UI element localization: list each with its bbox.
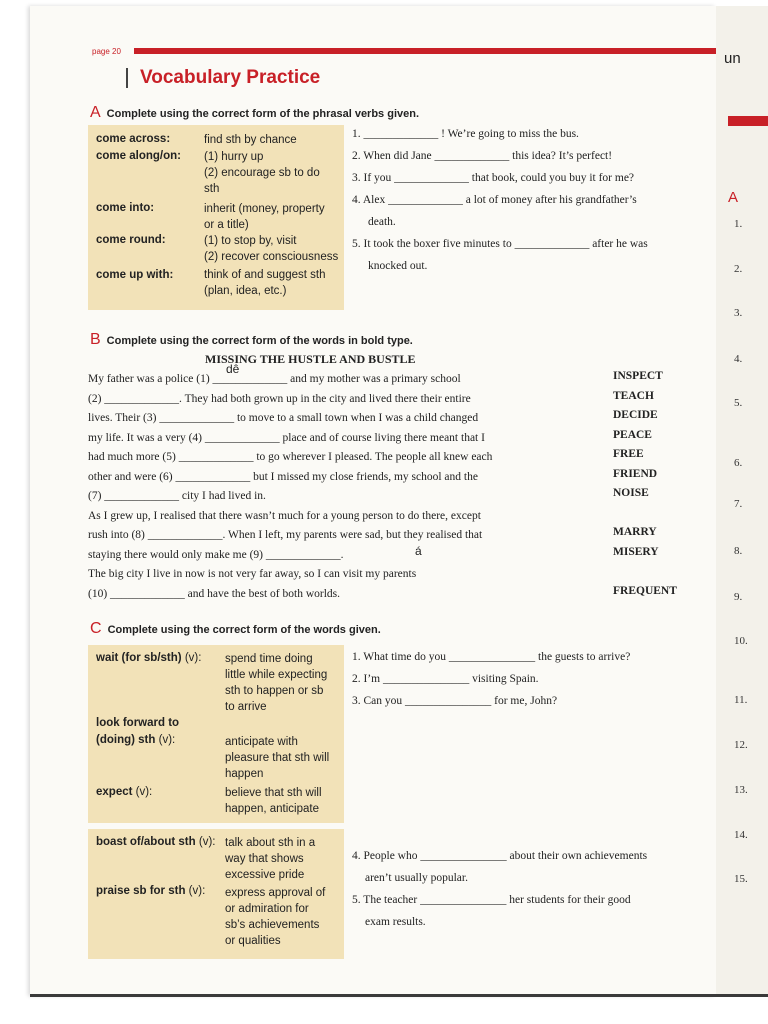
vocab-definition: (1) hurry up (2) encourage sb to do sth bbox=[204, 151, 320, 195]
facing-page-section-letter: A bbox=[728, 189, 739, 206]
facing-page-number: 2. bbox=[734, 263, 743, 275]
exercise-line: exam results. bbox=[365, 916, 426, 928]
bold-word: FREE bbox=[613, 448, 644, 460]
facing-page-number: 8. bbox=[734, 545, 743, 557]
facing-page-number: 6. bbox=[734, 457, 743, 469]
bold-word: PEACE bbox=[613, 428, 652, 441]
vocab-definition: express approval of or admiration for sb’s achievements or qualities bbox=[225, 887, 326, 947]
facing-page-number: 3. bbox=[734, 307, 743, 319]
facing-page-number: 12. bbox=[734, 739, 748, 751]
bold-word: MISERY bbox=[613, 545, 659, 558]
vocab-term: come across: bbox=[96, 133, 171, 145]
bold-word: TEACH bbox=[613, 389, 654, 402]
passage-text bbox=[88, 370, 608, 604]
passage-line: my life. It was a very (4) _____________ place and of course living there meant that I bbox=[88, 431, 485, 444]
section-c-exercises-2 bbox=[352, 845, 647, 933]
vocab-term: expect (v): bbox=[96, 786, 153, 798]
exercise-line: 4. People who _______________ about their own achievements bbox=[352, 850, 648, 862]
exercise-line: 2. I’m _______________ visiting Spain. bbox=[352, 673, 539, 685]
passage-line: As I grew up, I realised that there wasn’t much for a young person to do there, except bbox=[88, 509, 481, 522]
facing-page-red-bar bbox=[728, 116, 768, 126]
bold-word: INSPECT bbox=[613, 370, 663, 382]
bold-word: DECIDE bbox=[613, 409, 658, 421]
handwritten-note: á bbox=[415, 544, 422, 558]
exercise-line: aren’t usually popular. bbox=[365, 872, 468, 884]
vocab-term: look forward to bbox=[96, 717, 180, 729]
passage-line: (10) _____________ and have the best of both worlds. bbox=[88, 587, 341, 600]
section-b-instruction: Complete using the correct form of the words in bold type. bbox=[106, 335, 413, 347]
passage-line: lives. Their (3) _____________ to move to a small town when I was a child changed bbox=[88, 412, 479, 424]
exercise-line: death. bbox=[368, 216, 396, 228]
page-title: Vocabulary Practice bbox=[140, 67, 321, 88]
facing-page-number: 1. bbox=[734, 218, 743, 230]
passage-title: MISSING THE HUSTLE AND BUSTLE bbox=[205, 352, 416, 366]
bold-word: FRIEND bbox=[613, 467, 658, 480]
exercise-line: 3. Can you _______________ for me, John? bbox=[352, 695, 558, 707]
passage-line: staying there would only make me (9) _____________. bbox=[88, 548, 344, 561]
section-a-vocab-box bbox=[88, 125, 344, 310]
vocab-term: come up with: bbox=[96, 269, 174, 281]
section-a-instruction: Complete using the correct form of the phrasal verbs given. bbox=[106, 108, 420, 120]
vocab-term: boast of/about sth (v): bbox=[96, 836, 216, 848]
passage-line: The big city I live in now is not very far away, so I can visit my parents bbox=[88, 568, 417, 580]
vocab-definition: believe that sth will happen, anticipate bbox=[225, 787, 322, 815]
section-c-letter: C bbox=[90, 620, 102, 637]
exercise-line: 5. The teacher _______________ her students for their good bbox=[352, 894, 631, 906]
vocab-definition: find sth by chance bbox=[204, 134, 297, 146]
facing-page-number: 14. bbox=[734, 829, 748, 841]
title-divider bbox=[126, 68, 128, 88]
passage-line: rush into (8) _____________. When I left, my parents were sad, but they realised that bbox=[88, 529, 483, 541]
exercise-line: knocked out. bbox=[368, 260, 428, 272]
section-c-heading bbox=[90, 620, 381, 638]
section-c-vocab-box-2 bbox=[88, 829, 344, 959]
facing-page-number: 15. bbox=[734, 873, 748, 885]
handwritten-note: dê bbox=[226, 362, 240, 376]
bold-word: NOISE bbox=[613, 487, 649, 499]
facing-page-number: 10. bbox=[734, 635, 748, 647]
section-a-exercises bbox=[352, 123, 648, 277]
vocab-definition: inherit (money, property or a title) bbox=[204, 203, 325, 231]
section-a-heading bbox=[90, 104, 419, 122]
facing-page-edge bbox=[716, 6, 768, 996]
section-c-instruction: Complete using the correct form of the words given. bbox=[107, 624, 381, 636]
bold-word: MARRY bbox=[613, 526, 657, 538]
section-c-vocab-box-1 bbox=[88, 645, 344, 823]
passage-line: My father was a police (1) _____________ and my mother was a primary school bbox=[88, 373, 461, 385]
facing-page-number: 13. bbox=[734, 784, 748, 796]
facing-page-number: 7. bbox=[734, 498, 743, 510]
vocab-term: praise sb for sth (v): bbox=[96, 885, 206, 897]
section-a-letter: A bbox=[90, 104, 101, 121]
passage-line: other and were (6) _____________ but I missed my close friends, my school and the bbox=[88, 470, 478, 483]
passage-line: (7) _____________ city I had lived in. bbox=[88, 490, 266, 502]
facing-page-header: un bbox=[724, 50, 741, 67]
exercise-line: 3. If you _____________ that book, could you buy it for me? bbox=[352, 172, 635, 184]
vocab-definition: talk about sth in a way that shows excessive pride bbox=[225, 837, 316, 881]
facing-page-number: 11. bbox=[734, 694, 748, 706]
vocab-term: come into: bbox=[96, 202, 155, 214]
passage-line: had much more (5) _____________ to go wherever I pleased. The people all knew each bbox=[88, 451, 493, 463]
exercise-line: 4. Alex _____________ a lot of money after his grandfather’s bbox=[352, 194, 637, 206]
vocab-definition: anticipate with pleasure that sth will happen bbox=[225, 736, 330, 780]
exercise-line: 1. What time do you _______________ the guests to arrive? bbox=[352, 651, 631, 663]
vocab-definition: spend time doing little while expecting sth to happen or sb to arrive bbox=[225, 653, 328, 713]
vocab-term: come round: bbox=[96, 234, 166, 246]
vocab-definition: (1) to stop by, visit (2) recover consciousness bbox=[204, 235, 339, 263]
facing-page-number: 9. bbox=[734, 591, 743, 603]
page-number: page 20 bbox=[92, 47, 121, 56]
bold-word: FREQUENT bbox=[613, 584, 677, 597]
exercise-line: 1. _____________ ! We’re going to miss the bus. bbox=[352, 128, 579, 140]
page-bottom-edge bbox=[30, 994, 768, 997]
passage-line: (2) _____________. They had both grown up in the city and lived there their entire bbox=[88, 392, 471, 405]
facing-page-number: 4. bbox=[734, 353, 743, 365]
exercise-line: 2. When did Jane _____________ this idea? It’s perfect! bbox=[352, 150, 613, 162]
section-b-heading bbox=[90, 331, 413, 349]
vocab-term: wait (for sb/sth) (v): bbox=[96, 652, 202, 664]
vocab-term: come along/on: bbox=[96, 150, 181, 162]
vocab-definition: think of and suggest sth (plan, idea, etc.) bbox=[204, 269, 326, 297]
section-b-letter: B bbox=[90, 331, 101, 348]
vocab-term: (doing) sth (v): bbox=[96, 734, 176, 746]
facing-page-number: 5. bbox=[734, 397, 743, 409]
header-red-bar bbox=[134, 48, 716, 54]
exercise-line: 5. It took the boxer five minutes to _____________ after he was bbox=[352, 238, 648, 250]
section-c-exercises-1 bbox=[352, 646, 630, 712]
